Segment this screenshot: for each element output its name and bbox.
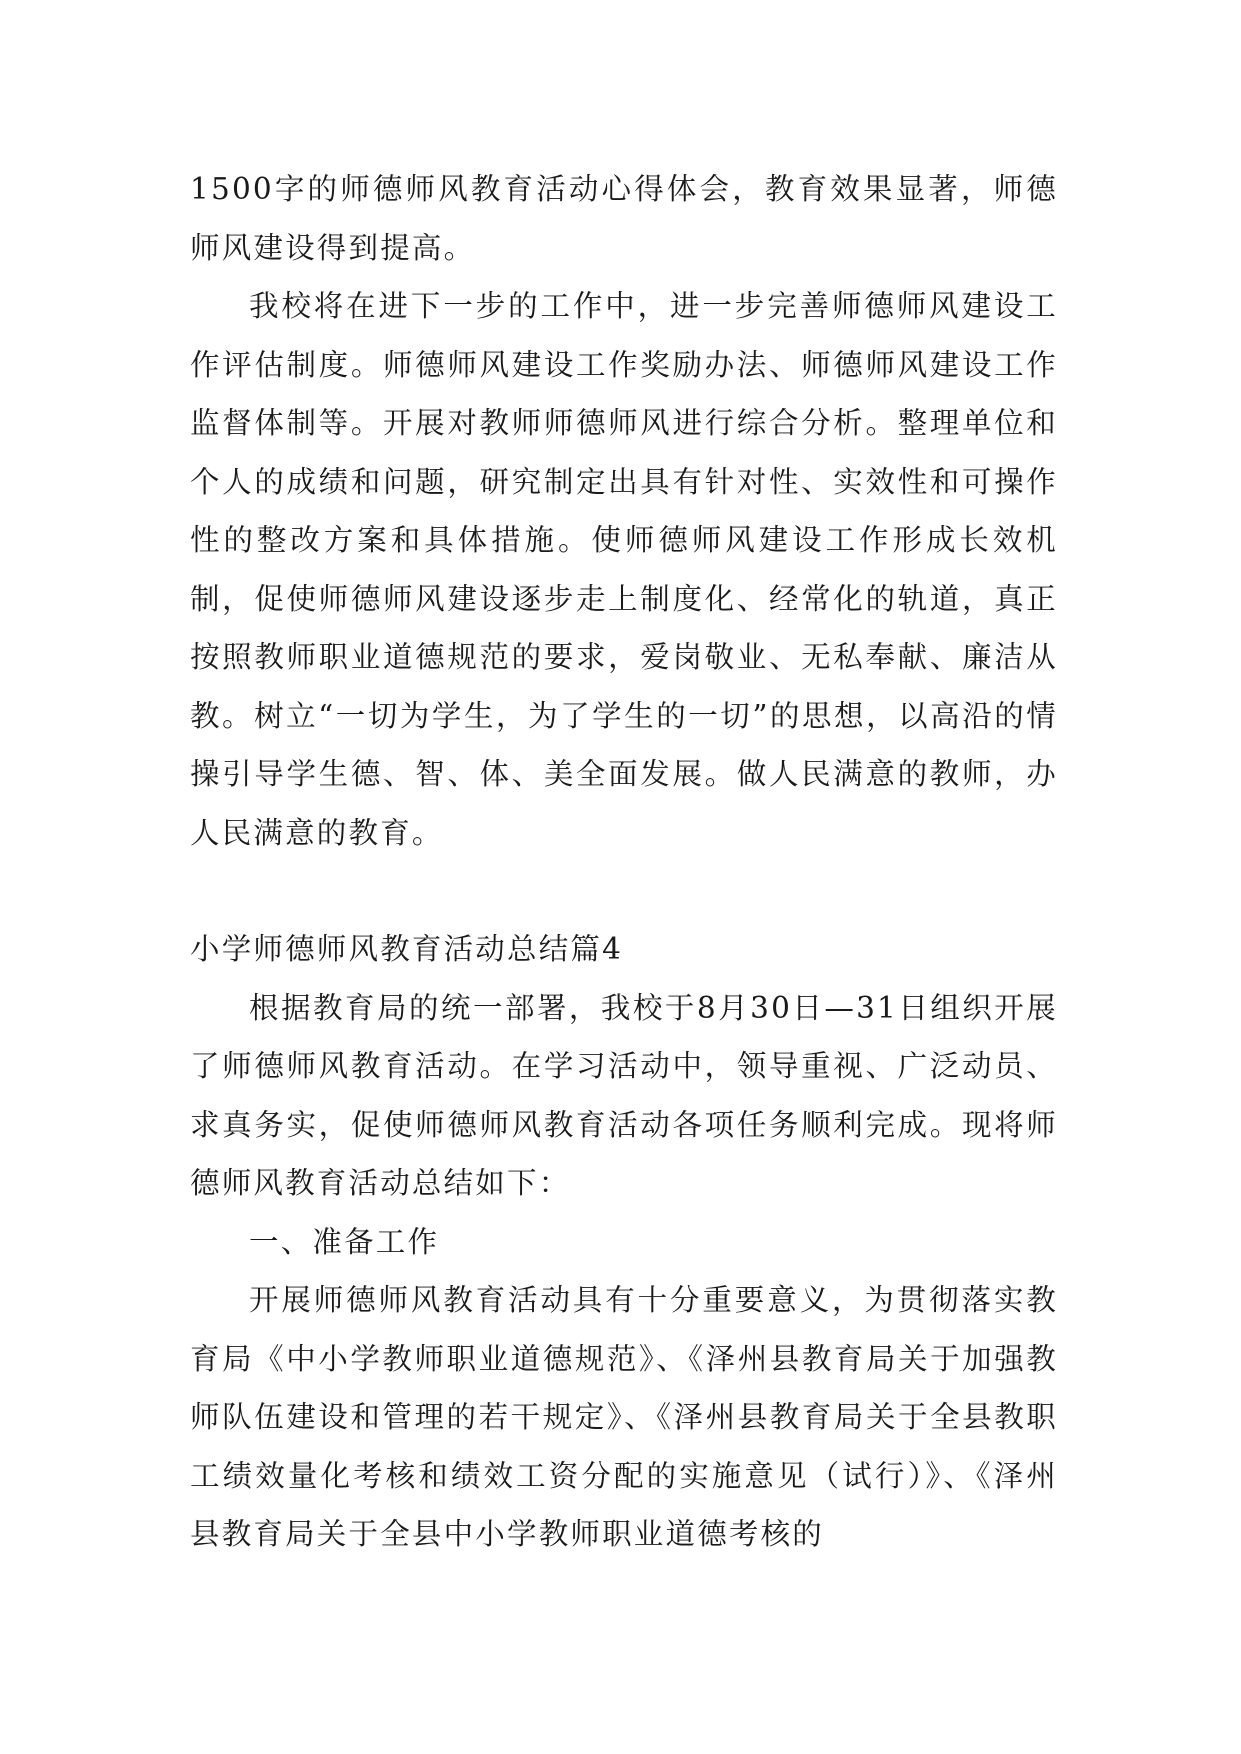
- section-title: 小学师德师风教育活动总结篇4: [190, 932, 624, 966]
- paragraph-continuation: 1500字的师德师风教育活动心得体会，教育效果显著，师德师风建设得到提高。: [190, 172, 1058, 265]
- paragraph-next-steps: 我校将在进下一步的工作中，进一步完善师德师风建设工作评估制度。师德师风建设工作奖励办法、师德师风建设工作监督体制等。开展对教师师德师风进行综合分析。整理单位和个人的成绩和问题，研究制定出具有针对性、实效性和可操作性的整改方案和具体措施。使师德师风建设工作形成长效机制，促使师德师风建设逐步走上制度化、经常化的轨道，真正按照教师职业道德规范的要求，爱岗敬业、无私奉献、廉洁从教。树立“一切为学生，为了学生的一切”的思想，以高沿的情操引导学生德、智、体、美全面发展。做人民满意的教师，办人民满意的教育。: [190, 289, 1058, 850]
- subheading-preparation: 一、准备工作: [249, 1224, 440, 1259]
- document-page: [190, 160, 1058, 1564]
- paragraph-intro: 根据教育局的统一部署，我校于8月30日—31日组织开展了师德师风教育活动。在学习活动中，领导重视、广泛动员、求真务实，促使师德师风教育活动各项任务顺利完成。现将师德师风教育活动总结如下：: [190, 990, 1058, 1200]
- paragraph-preparation: 开展师德师风教育活动具有十分重要意义，为贯彻落实教育局《中小学教师职业道德规范》、《泽州县教育局关于加强教师队伍建设和管理的若干规定》、《泽州县教育局关于全县教职工绩效量化考核和绩效工资分配的实施意见（试行）》、《泽州县教育局关于全县中小学教师职业道德考核的: [190, 1283, 1058, 1551]
